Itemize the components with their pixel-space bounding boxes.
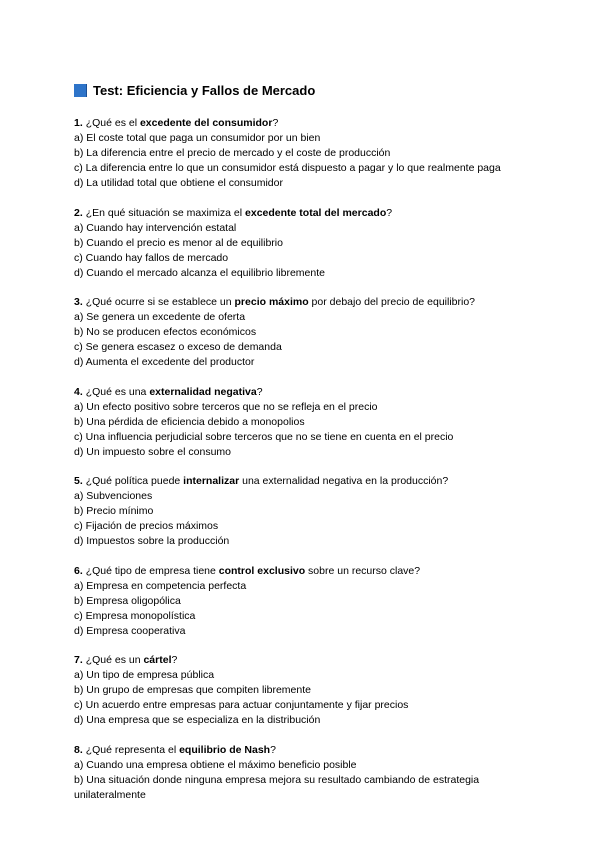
stem-text: ? <box>386 206 393 219</box>
option-d: d) Cuando el mercado alcanza el equilibrio libremente <box>74 266 325 279</box>
option-c: c) Una influencia perjudicial sobre terceros que no se tiene en cuenta en el precio <box>74 430 454 443</box>
stem-text: sobre un recurso clave? <box>305 564 421 577</box>
stem-keyword: control exclusivo <box>218 564 306 577</box>
option-a: a) El coste total que paga un consumidor por un bien <box>74 132 321 144</box>
option-a: a) Un efecto positivo sobre terceros que no se refleja en el precio <box>74 400 378 413</box>
stem-keyword: equilibrio de Nash <box>179 743 271 756</box>
option-b: b) Cuando el precio es menor al de equilibrio <box>74 236 283 249</box>
option-b: b) Un grupo de empresas que compiten libremente <box>74 684 311 696</box>
question-stem <box>74 295 534 310</box>
stem-keyword: precio máximo <box>234 296 309 308</box>
question-stem <box>74 474 534 489</box>
question-stem <box>74 743 534 758</box>
option-b: b) La diferencia entre el precio de mercado y el coste de producción <box>74 147 391 159</box>
stem-keyword: excedente del consumidor <box>139 117 273 129</box>
title-text: Test: Eficiencia y Fallos de Mercado <box>93 83 316 98</box>
question-number: 5. <box>74 475 83 487</box>
question-2 <box>74 206 534 281</box>
question-6 <box>74 564 534 639</box>
stem-text: ¿En qué situación se maximiza el <box>85 206 246 219</box>
option-a: a) Cuando hay intervención estatal <box>74 221 237 234</box>
question-5 <box>74 474 534 549</box>
option-d: d) Un impuesto sobre el consumo <box>74 445 231 458</box>
question-stem <box>74 653 534 668</box>
option-d: d) Una empresa que se especializa en la distribución <box>74 714 321 726</box>
question-8 <box>74 743 534 803</box>
option-d: d) La utilidad total que obtiene el consumidor <box>74 177 283 189</box>
option-b: b) Una situación donde ninguna empresa mejora su resultado cambiando de estrategia unilateralmente <box>74 773 480 801</box>
stem-text: ? <box>171 654 178 666</box>
stem-keyword: excedente total del mercado <box>245 206 387 219</box>
question-number: 2. <box>74 206 83 219</box>
stem-text: por debajo del precio de equilibrio? <box>308 296 476 308</box>
stem-text: ¿Qué política puede <box>85 475 184 487</box>
question-stem <box>74 206 534 221</box>
stem-keyword: externalidad negativa <box>149 385 257 398</box>
question-number: 4. <box>74 385 83 398</box>
stem-text: ¿Qué ocurre si se establece un <box>85 296 235 308</box>
document-title <box>74 83 315 98</box>
stem-text: ¿Qué es el <box>85 117 140 129</box>
question-number: 3. <box>74 296 83 308</box>
option-b: b) Una pérdida de eficiencia debido a monopolios <box>74 415 305 428</box>
question-stem <box>74 564 534 579</box>
option-d: d) Impuestos sobre la producción <box>74 535 230 547</box>
question-7 <box>74 653 534 728</box>
option-a: a) Cuando una empresa obtiene el máximo beneficio posible <box>74 758 357 771</box>
option-c: c) Empresa monopolística <box>74 609 196 622</box>
stem-text: ? <box>272 117 279 129</box>
stem-text: ? <box>270 743 276 756</box>
stem-text: una externalidad negativa en la producción? <box>239 475 449 487</box>
stem-text: ¿Qué representa el <box>85 743 180 756</box>
question-1 <box>74 116 534 191</box>
option-c: c) Fijación de precios máximos <box>74 520 219 532</box>
question-3 <box>74 295 534 370</box>
option-c: c) Cuando hay fallos de mercado <box>74 251 229 264</box>
question-stem <box>74 116 534 131</box>
question-number: 8. <box>74 743 83 756</box>
stem-text: ¿Qué es una <box>85 385 150 398</box>
blue-square-icon <box>74 84 87 97</box>
question-stem <box>74 385 534 400</box>
stem-text: ? <box>256 385 263 398</box>
option-c: c) Un acuerdo entre empresas para actuar conjuntamente y fijar precios <box>74 699 409 711</box>
question-number: 7. <box>74 654 83 666</box>
option-d: d) Aumenta el excedente del productor <box>74 356 255 368</box>
question-list <box>74 116 534 817</box>
option-c: c) Se genera escasez o exceso de demanda <box>74 341 282 353</box>
stem-text: ¿Qué tipo de empresa tiene <box>85 564 219 577</box>
stem-keyword: cártel <box>143 654 172 666</box>
option-a: a) Empresa en competencia perfecta <box>74 579 247 592</box>
stem-text: ¿Qué es un <box>85 654 144 666</box>
option-c: c) La diferencia entre lo que un consumidor está dispuesto a pagar y lo que realmente paga <box>74 162 501 174</box>
option-b: b) Empresa oligopólica <box>74 594 181 607</box>
option-b: b) No se producen efectos económicos <box>74 326 257 338</box>
option-d: d) Empresa cooperativa <box>74 624 186 637</box>
question-number: 6. <box>74 564 83 577</box>
question-number: 1. <box>74 117 83 129</box>
option-a: a) Un tipo de empresa pública <box>74 669 215 681</box>
option-a: a) Subvenciones <box>74 490 153 502</box>
option-b: b) Precio mínimo <box>74 505 154 517</box>
option-a: a) Se genera un excedente de oferta <box>74 311 246 323</box>
question-4 <box>74 385 534 460</box>
stem-keyword: internalizar <box>183 475 240 487</box>
